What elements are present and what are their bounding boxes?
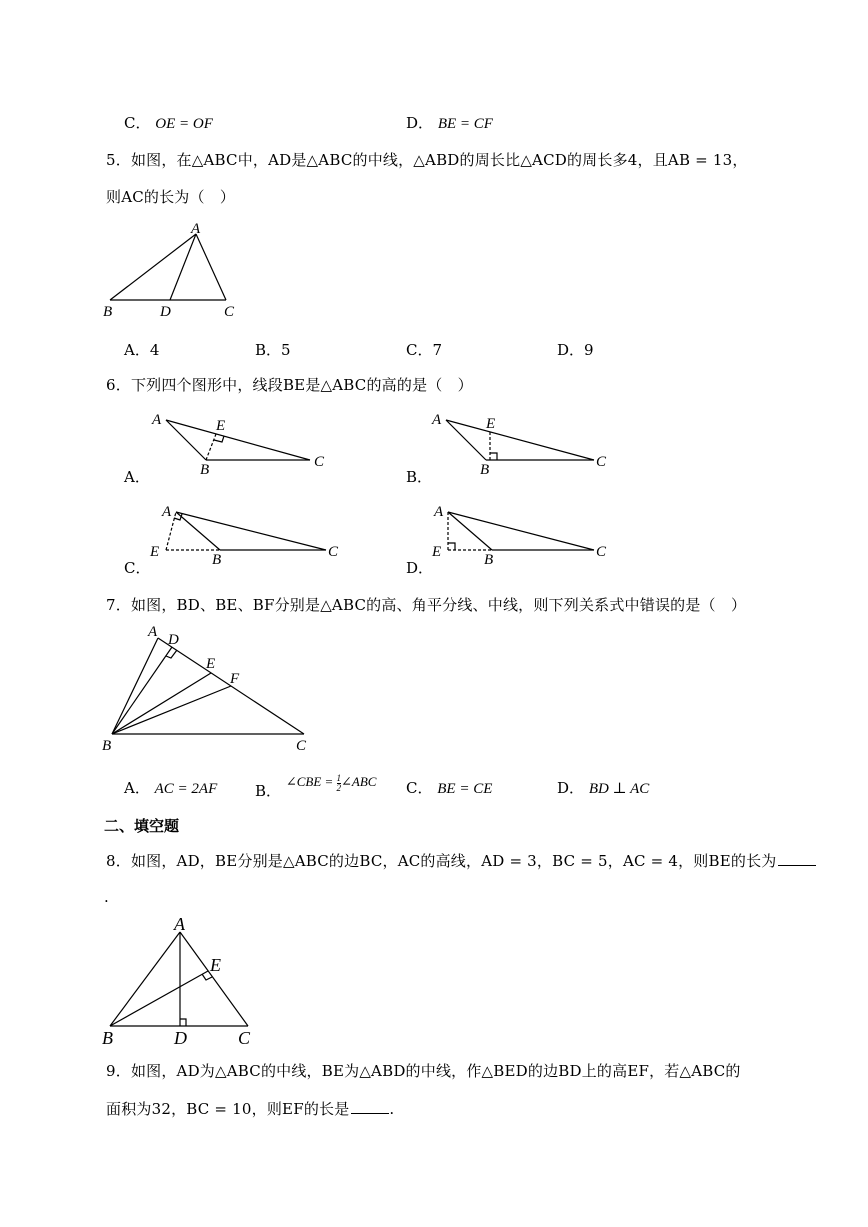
option-letter: B．: [255, 341, 282, 359]
answer-blank[interactable]: [351, 1099, 389, 1114]
q7-option-a[interactable]: [124, 777, 217, 798]
q5-option-b[interactable]: [255, 339, 291, 360]
q6-option-d-label[interactable]: D．: [406, 559, 434, 577]
q6-figure-d[interactable]: [430, 500, 630, 570]
q6-option-c-label[interactable]: C．: [124, 559, 151, 577]
q5-stem-line2: 则AC的长为（ ）: [106, 188, 236, 206]
q5-stem-line1: 5．如图，在△ABC中，AD是△ABC的中线，△ABD的周长比△ACD的周长多4，且AB = 13，: [106, 151, 748, 169]
option-letter: B．: [255, 782, 282, 800]
svg-text:A: A: [162, 504, 172, 520]
q7-option-d[interactable]: [557, 777, 649, 798]
q5-label-d: D: [160, 304, 171, 320]
q4-option-c[interactable]: [124, 112, 213, 133]
svg-text:B: B: [480, 462, 490, 478]
section-title: 二、填空题: [104, 817, 180, 835]
svg-text:A: A: [432, 412, 442, 428]
option-expression: BE = CE: [437, 781, 493, 797]
svg-text:B: B: [102, 738, 112, 754]
q5-side-ac: [196, 234, 226, 300]
option-letter: D．: [557, 779, 585, 797]
q5-label-b: B: [103, 304, 113, 320]
svg-text:C: C: [596, 544, 607, 560]
option-value: 4: [149, 341, 160, 359]
option-expression: ∠CBE = $\frac{1}{2}$ ∠ABC: [285, 772, 377, 793]
svg-text:E: E: [206, 656, 216, 672]
option-letter: C．: [406, 779, 433, 797]
svg-text:D: D: [168, 632, 179, 648]
svg-text:E: E: [216, 418, 226, 434]
svg-text:C: C: [596, 454, 607, 470]
option-letter: C．: [124, 114, 151, 132]
svg-text:F: F: [230, 671, 240, 687]
svg-text:B: B: [484, 552, 494, 568]
q5-label-c: C: [224, 304, 235, 320]
svg-text:E: E: [210, 955, 221, 975]
q7-figure: [98, 618, 328, 758]
right-angle-mark: [214, 436, 224, 442]
q6-figure-a[interactable]: [148, 408, 338, 480]
svg-text:B: B: [212, 552, 222, 568]
right-angle-mark: [448, 543, 455, 550]
option-letter: D．: [557, 341, 585, 359]
svg-text:A: A: [434, 504, 444, 520]
q7-stem: 7．如图，BD、BE、BF分别是△ABC的高、角平分线、中线，则下列关系式中错误的是（ ）: [106, 596, 747, 614]
svg-text:B: B: [200, 462, 210, 478]
svg-text:E: E: [150, 544, 160, 560]
q7-median-bf: [112, 686, 231, 734]
option-letter: A．: [124, 779, 150, 797]
option-expression: AC = 2AF: [154, 781, 218, 797]
answer-blank[interactable]: [778, 851, 816, 866]
q5-option-a[interactable]: [124, 339, 159, 360]
q9-stem-line1: 9．如图，AD为△ABC的中线，BE为△ABD的中线，作△BED的边BD上的高EF，若△ABC的: [106, 1062, 741, 1080]
q9-stem-line2: 面积为32，BC = 10，则EF的长是 .: [106, 1100, 395, 1118]
svg-text:E: E: [486, 416, 496, 432]
option-expression: BE = CF: [437, 116, 493, 132]
q5-option-c[interactable]: [406, 339, 442, 360]
right-angle-mark: [490, 453, 497, 460]
q7-option-c[interactable]: [406, 777, 492, 798]
q8-figure: [98, 912, 268, 1050]
q7-altitude-bd: [112, 647, 172, 734]
q6-option-a-label[interactable]: A．: [124, 468, 150, 486]
svg-text:C: C: [238, 1028, 251, 1048]
option-expression: BD ⊥ AC: [588, 781, 650, 797]
option-value: 9: [584, 341, 594, 359]
option-value: 7: [432, 341, 443, 359]
q5-option-d[interactable]: [557, 339, 594, 360]
svg-text:C: C: [314, 454, 325, 470]
option-letter: D．: [406, 114, 434, 132]
option-expression: OE = OF: [155, 116, 213, 132]
svg-text:B: B: [102, 1028, 113, 1048]
q6-figure-c[interactable]: [148, 500, 348, 570]
q6-stem: 6．下列四个图形中，线段BE是△ABC的高的是（ ）: [106, 376, 473, 394]
q8-side-ac: [180, 932, 248, 1026]
q4-option-d[interactable]: [406, 112, 493, 133]
q6-option-b-label[interactable]: B．: [406, 468, 433, 486]
svg-text:D: D: [174, 1028, 187, 1048]
right-angle-mark: [180, 1019, 186, 1026]
svg-text:A: A: [148, 624, 158, 640]
option-letter: A．: [124, 341, 150, 359]
svg-text:C: C: [328, 544, 339, 560]
q8-altitude-be: [110, 971, 208, 1026]
option-value: 5: [281, 341, 291, 359]
svg-text:A: A: [152, 412, 162, 428]
svg-text:E: E: [432, 544, 442, 560]
svg-text:C: C: [296, 738, 307, 754]
q6-figure-b[interactable]: [430, 408, 620, 480]
q5-label-a: A: [191, 221, 201, 237]
svg-text:A: A: [174, 914, 185, 934]
q8-side-ab: [110, 932, 180, 1026]
q7-option-b[interactable]: [255, 770, 377, 800]
q5-figure: [98, 218, 248, 323]
q8-stem-line1: 8．如图，AD，BE分别是△ABC的边BC，AC的高线，AD = 3，BC = 5，AC = 4，则BE的长为: [106, 850, 816, 871]
option-letter: C．: [406, 341, 433, 359]
q8-stem-line2: .: [104, 888, 109, 906]
fraction: $\frac{1}{2}$: [336, 772, 342, 793]
